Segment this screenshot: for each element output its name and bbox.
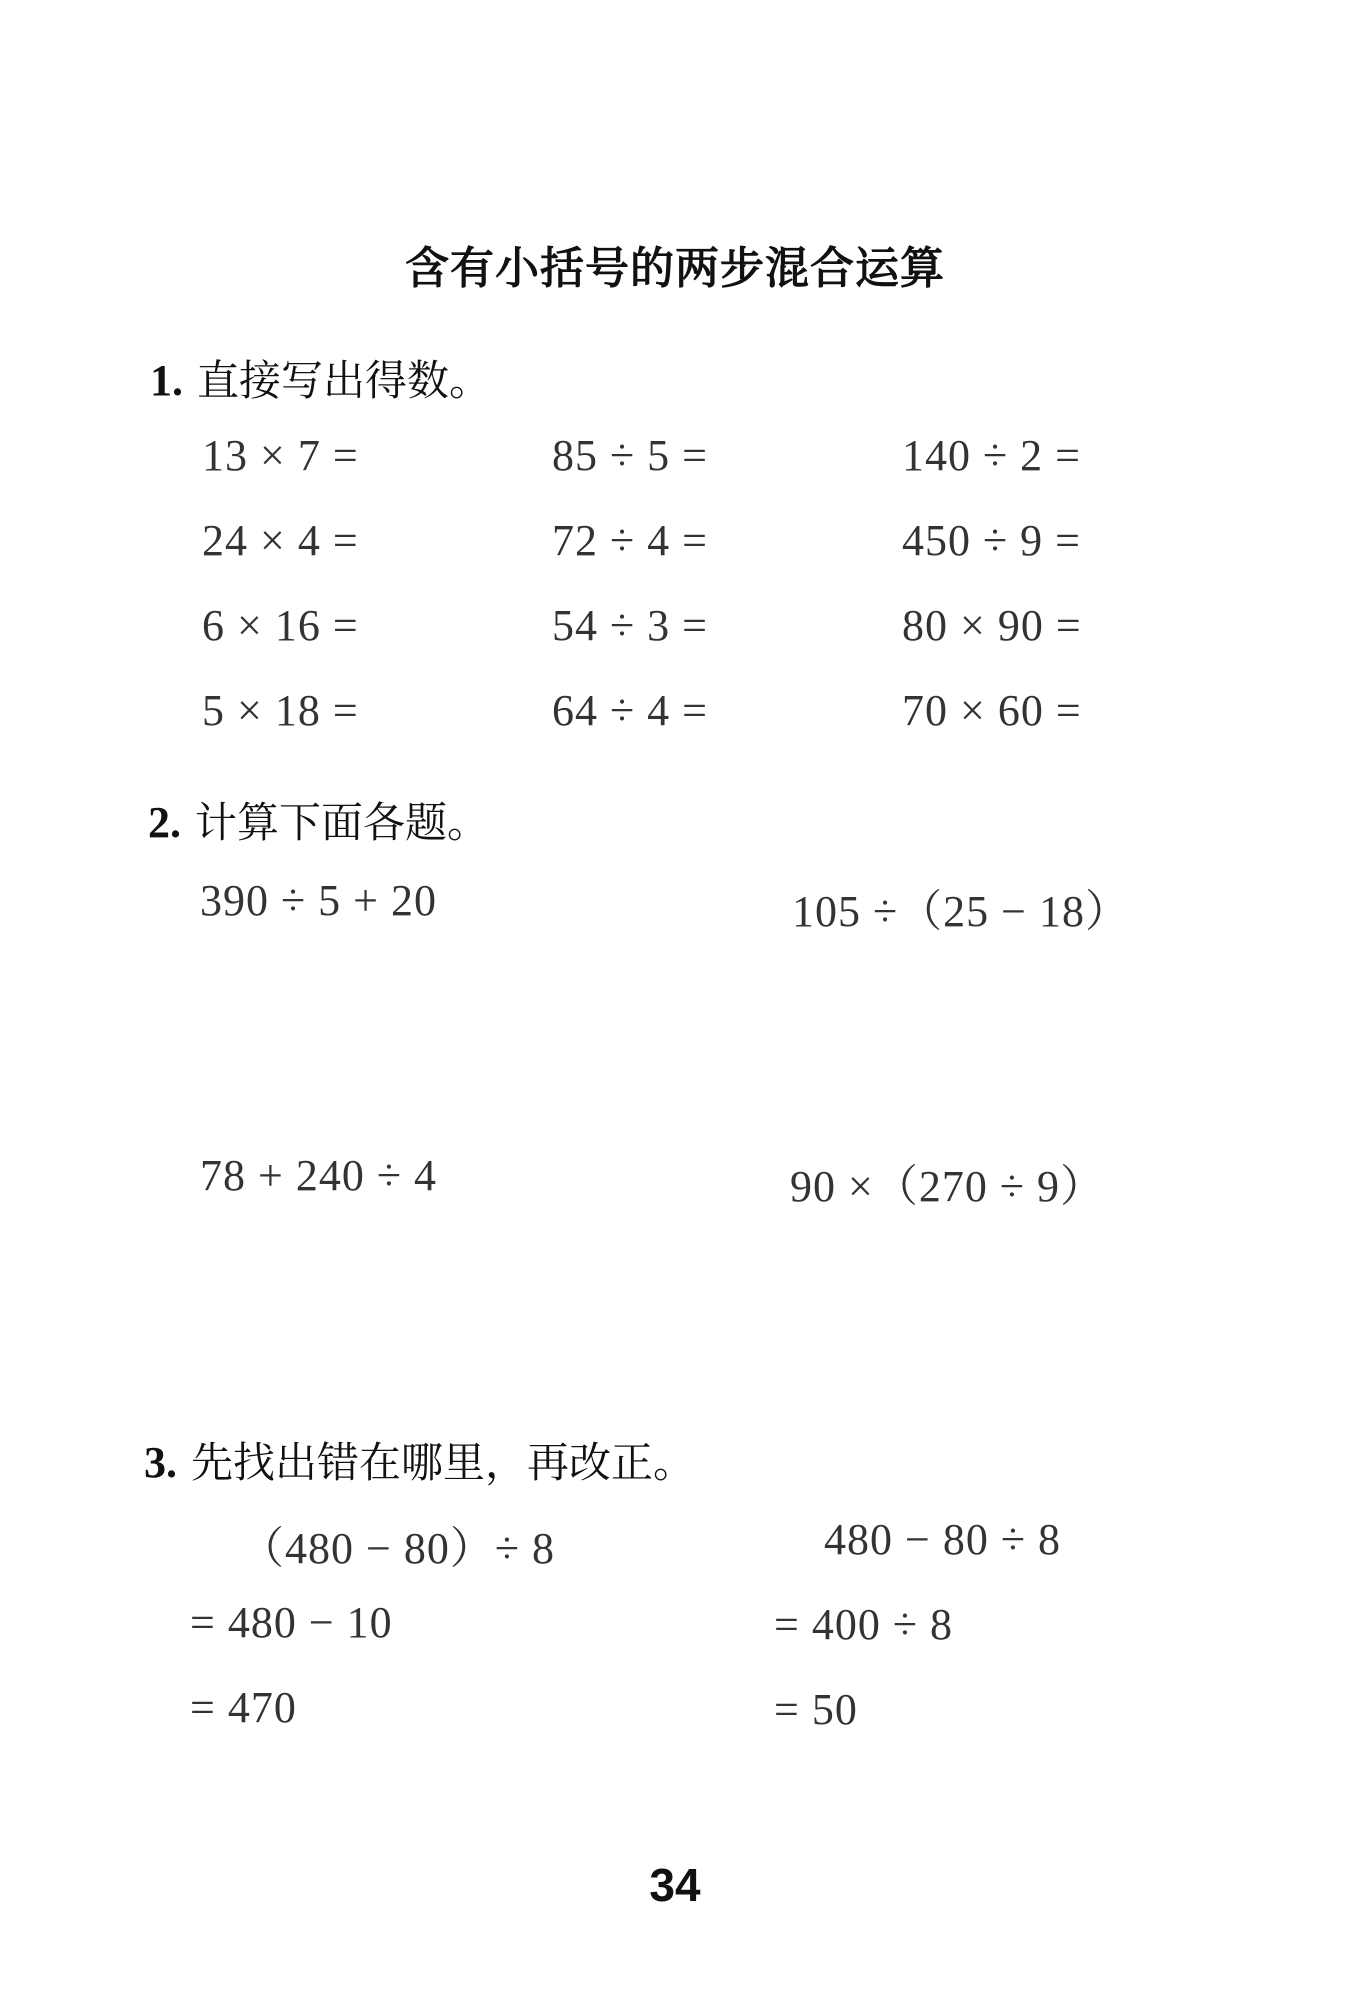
calc-problem: 78 + 240 ÷ 4 bbox=[200, 1151, 437, 1200]
calc-problem: 390 ÷ 5 + 20 bbox=[200, 876, 437, 925]
error-correction-step: = 480 − 10 bbox=[190, 1598, 393, 1647]
page-number: 34 bbox=[649, 1859, 701, 1911]
oral-problem: 24 × 4 = bbox=[202, 516, 359, 565]
section-3-title: 先找出错在哪里，再改正。 bbox=[191, 1438, 696, 1487]
error-correction-step: = 50 bbox=[774, 1685, 858, 1734]
oral-problem: 54 ÷ 3 = bbox=[552, 601, 708, 650]
oral-problem: 85 ÷ 5 = bbox=[552, 431, 708, 480]
calc-problem: 105 ÷（25 − 18） bbox=[792, 887, 1130, 936]
oral-problem: 140 ÷ 2 = bbox=[902, 431, 1081, 480]
section-1-number: 1. bbox=[150, 356, 183, 405]
section-2-number: 2. bbox=[148, 798, 181, 847]
section-3-heading bbox=[144, 1430, 695, 1490]
oral-problem: 6 × 16 = bbox=[202, 601, 359, 650]
oral-problem: 450 ÷ 9 = bbox=[902, 516, 1081, 565]
section-1-heading bbox=[150, 348, 491, 408]
error-correction-step: = 470 bbox=[190, 1683, 297, 1732]
error-correction-step: = 400 ÷ 8 bbox=[774, 1600, 953, 1649]
oral-problem: 80 × 90 = bbox=[902, 601, 1082, 650]
calc-problem: 90 ×（270 ÷ 9） bbox=[790, 1162, 1105, 1211]
section-2-title: 计算下面各题。 bbox=[195, 798, 490, 847]
page-title: 含有小括号的两步混合运算 bbox=[405, 243, 945, 294]
oral-problem: 5 × 18 = bbox=[202, 686, 359, 735]
oral-problem: 64 ÷ 4 = bbox=[552, 686, 708, 735]
section-3-number: 3. bbox=[144, 1438, 177, 1487]
oral-problem: 70 × 60 = bbox=[902, 686, 1082, 735]
section-2-heading bbox=[148, 790, 489, 850]
oral-problem: 72 ÷ 4 = bbox=[552, 516, 708, 565]
error-correction-step: 480 − 80 ÷ 8 bbox=[824, 1515, 1061, 1564]
oral-problem: 13 × 7 = bbox=[202, 431, 359, 480]
error-correction-step: （480 − 80）÷ 8 bbox=[240, 1524, 555, 1573]
section-1-title: 直接写出得数。 bbox=[197, 356, 492, 405]
